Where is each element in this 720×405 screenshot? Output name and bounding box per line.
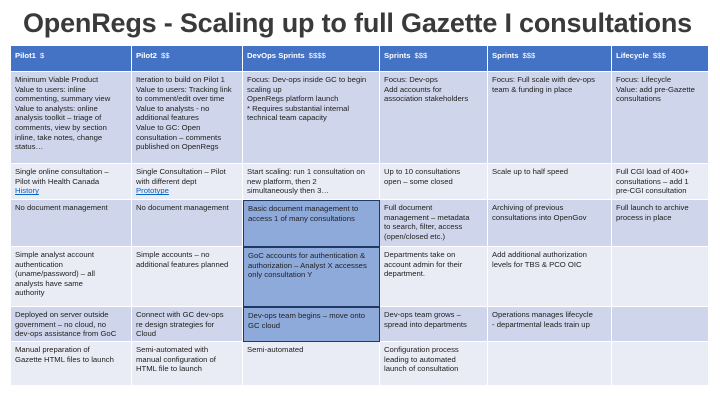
column-header [612, 46, 709, 72]
cell-text: (uname/password) – all [15, 269, 95, 279]
table-cell [612, 200, 709, 247]
table-cell [132, 342, 243, 386]
table-cell [380, 342, 488, 386]
table-cell [132, 164, 243, 200]
table-cell [488, 72, 612, 164]
cell-text: Focus: Dev-ops inside GC to begin [247, 75, 367, 84]
column-header-cost: $$ [160, 51, 170, 60]
table-cell [11, 164, 132, 200]
cell-text: department. [384, 269, 426, 279]
table-cell [243, 307, 380, 342]
cell-text: Semi-automated with [136, 345, 209, 354]
cell-text: to comment/edit over time [136, 94, 225, 104]
cell-text: Value to users: Tracking link [136, 84, 232, 94]
table-cell [612, 72, 709, 164]
table-cell [243, 200, 380, 247]
cell-text: consultations [616, 94, 661, 104]
cell-text: commenting, summary view [15, 94, 111, 104]
column-header-cost: $$$$ [308, 51, 326, 60]
column-header-cost: $$$ [522, 51, 536, 60]
cell-text: additional features planned [136, 259, 229, 269]
cell-text: new platform, then 2 [247, 176, 317, 186]
table-cell [488, 342, 612, 386]
cell-text: consultations into OpenGov [492, 212, 587, 222]
table-cell [11, 72, 132, 164]
cell-text: technical team capacity [247, 113, 327, 123]
table-cell [612, 342, 709, 386]
table-cell [612, 164, 709, 200]
cell-text: dev-ops assistance from GoC [15, 329, 117, 339]
cell-text: Departments take on [384, 250, 456, 259]
table-cell [11, 247, 132, 307]
cell-text: spread into departments [384, 319, 467, 329]
cell-text: authority [15, 288, 45, 298]
cell-text: (open/closed etc.) [384, 231, 446, 241]
cell-text: launch of consultation [384, 364, 459, 374]
cell-text: Value to users: inline [15, 84, 86, 94]
cell-text: - departmental leads train up [492, 319, 590, 329]
cell-text: authentication [15, 259, 63, 269]
cell-text: Value to GC: Open [136, 122, 201, 132]
cell-text: comments, view by section [15, 122, 107, 132]
cell-text: OpenRegs platform launch [247, 94, 339, 104]
cell-text: Scale up to half speed [492, 167, 569, 176]
cell-text: Archiving of previous [492, 203, 564, 212]
cell-text: Configuration process [384, 345, 459, 354]
cell-text: manual configuration of [136, 354, 216, 364]
table-cell [11, 200, 132, 247]
cell-text: Operations manages lifecycle [492, 310, 593, 319]
table-cell [380, 164, 488, 200]
cell-text: Single Consultation – Pilot [136, 167, 226, 176]
table-cell [488, 200, 612, 247]
table-cell [132, 247, 243, 307]
table-cell [132, 307, 243, 342]
cell-text: pre-CGI consultation [616, 186, 687, 196]
slide-title: OpenRegs - Scaling up to full Gazette I consultations [23, 8, 692, 38]
cell-text: Basic document management to [248, 204, 359, 213]
cell-text: status… [15, 142, 44, 152]
cell-text: analysis toolkit – triage of [15, 113, 102, 123]
column-header-label: DevOps Sprints [247, 51, 305, 60]
table-cell [488, 307, 612, 342]
cell-text: Semi-automated [247, 345, 304, 354]
table-cell [243, 247, 380, 307]
table-cell [132, 200, 243, 247]
table-cell [243, 342, 380, 386]
cell-text: access 1 of many consultations [248, 213, 355, 223]
cell-text: Focus: Full scale with dev-ops [492, 75, 595, 84]
cell-text: authorization – Analyst X accesses [248, 260, 367, 270]
cell-text: consultation – comments [136, 132, 222, 142]
cell-text: Add accounts for [384, 84, 442, 94]
table-cell [380, 307, 488, 342]
cell-text: Dev-ops team begins – move onto [248, 311, 366, 320]
cell-text: Value to analysts: online [15, 103, 98, 113]
table-cell [243, 164, 380, 200]
column-header-label: Sprints [384, 51, 411, 60]
cell-text: Focus: Lifecycle [616, 75, 672, 84]
column-header-label: Pilot1 [15, 51, 36, 60]
roadmap-table [11, 46, 709, 386]
cell-text: Pilot with Health Canada [15, 176, 100, 186]
column-header-label: Sprints [492, 51, 519, 60]
cell-text: Add additional authorization [492, 250, 587, 259]
column-header-cost: $$$ [652, 51, 666, 60]
cell-text: Connect with GC dev-ops [136, 310, 224, 319]
cell-text: association stakeholders [384, 94, 469, 104]
cell-text: Single online consultation – [15, 167, 109, 176]
cell-text: GC cloud [248, 320, 281, 330]
cell-text: Gazette HTML files to launch [15, 354, 114, 364]
column-header [243, 46, 380, 72]
cell-text: to search, filter, access [384, 222, 463, 232]
table-cell [243, 72, 380, 164]
table-cell [612, 307, 709, 342]
table-cell [11, 342, 132, 386]
column-header [488, 46, 612, 72]
cell-text: leading to automated [384, 354, 456, 364]
column-header [11, 46, 132, 72]
cell-text: * Requires substantial internal [247, 103, 350, 113]
cell-text: Iteration to build on Pilot 1 [136, 75, 225, 84]
table-cell [488, 164, 612, 200]
table-cell [380, 247, 488, 307]
cell-text: open – some closed [384, 176, 453, 186]
cell-text: additional features [136, 113, 199, 123]
table-cell [488, 247, 612, 307]
cell-link[interactable]: Prototype [136, 186, 169, 196]
cell-text: Full launch to archive [616, 203, 689, 212]
cell-text: Focus: Dev-ops [384, 75, 438, 84]
cell-text: levels for TBS & PCO OIC [492, 259, 582, 269]
cell-text: Value: add pre-Gazette [616, 84, 695, 94]
cell-text: Deployed on server outside [15, 310, 109, 319]
column-header-label: Lifecycle [616, 51, 649, 60]
column-header-label: Pilot2 [136, 51, 157, 60]
cell-text: team & funding in place [492, 84, 573, 94]
cell-text: with different dept [136, 176, 197, 186]
table-cell [380, 200, 488, 247]
cell-text: No document management [15, 203, 108, 212]
cell-text: scaling up [247, 84, 282, 94]
cell-text: Full document [384, 203, 433, 212]
cell-text: simultaneously then 3… [247, 186, 330, 196]
cell-text: Simple analyst account [15, 250, 95, 259]
cell-text: only consultation Y [248, 270, 313, 280]
cell-text: Up to 10 consultations [384, 167, 461, 176]
cell-text: HTML file to launch [136, 364, 202, 374]
cell-text: analysts have same [15, 278, 83, 288]
cell-text: published on OpenRegs [136, 142, 219, 152]
cell-text: re design strategies for [136, 319, 215, 329]
cell-text: Simple accounts – no [136, 250, 210, 259]
cell-text: No document management [136, 203, 229, 212]
cell-link[interactable]: History [15, 186, 39, 196]
cell-text: consultations – add 1 [616, 176, 689, 186]
cell-text: Full CGI load of 400+ [616, 167, 689, 176]
column-header [132, 46, 243, 72]
column-header-cost: $ [39, 51, 45, 60]
table-cell [612, 247, 709, 307]
cell-text: Minimum Viable Product [15, 75, 99, 84]
column-header-cost: $$$ [414, 51, 428, 60]
column-header [380, 46, 488, 72]
cell-text: process in place [616, 212, 672, 222]
cell-text: Cloud [136, 329, 157, 339]
table-cell [11, 307, 132, 342]
cell-text: management – metadata [384, 212, 470, 222]
cell-text: account admin for their [384, 259, 463, 269]
cell-text: inline, take notes, change [15, 132, 103, 142]
table-cell [132, 72, 243, 164]
cell-text: GoC accounts for authentication & [248, 251, 366, 260]
table-cell [380, 72, 488, 164]
cell-text: Value to analysts - no [136, 103, 210, 113]
cell-text: government – no cloud, no [15, 319, 107, 329]
cell-text: Manual preparation of [15, 345, 90, 354]
cell-text: Dev-ops team grows – [384, 310, 461, 319]
cell-text: Start scaling: run 1 consultation on [247, 167, 365, 176]
